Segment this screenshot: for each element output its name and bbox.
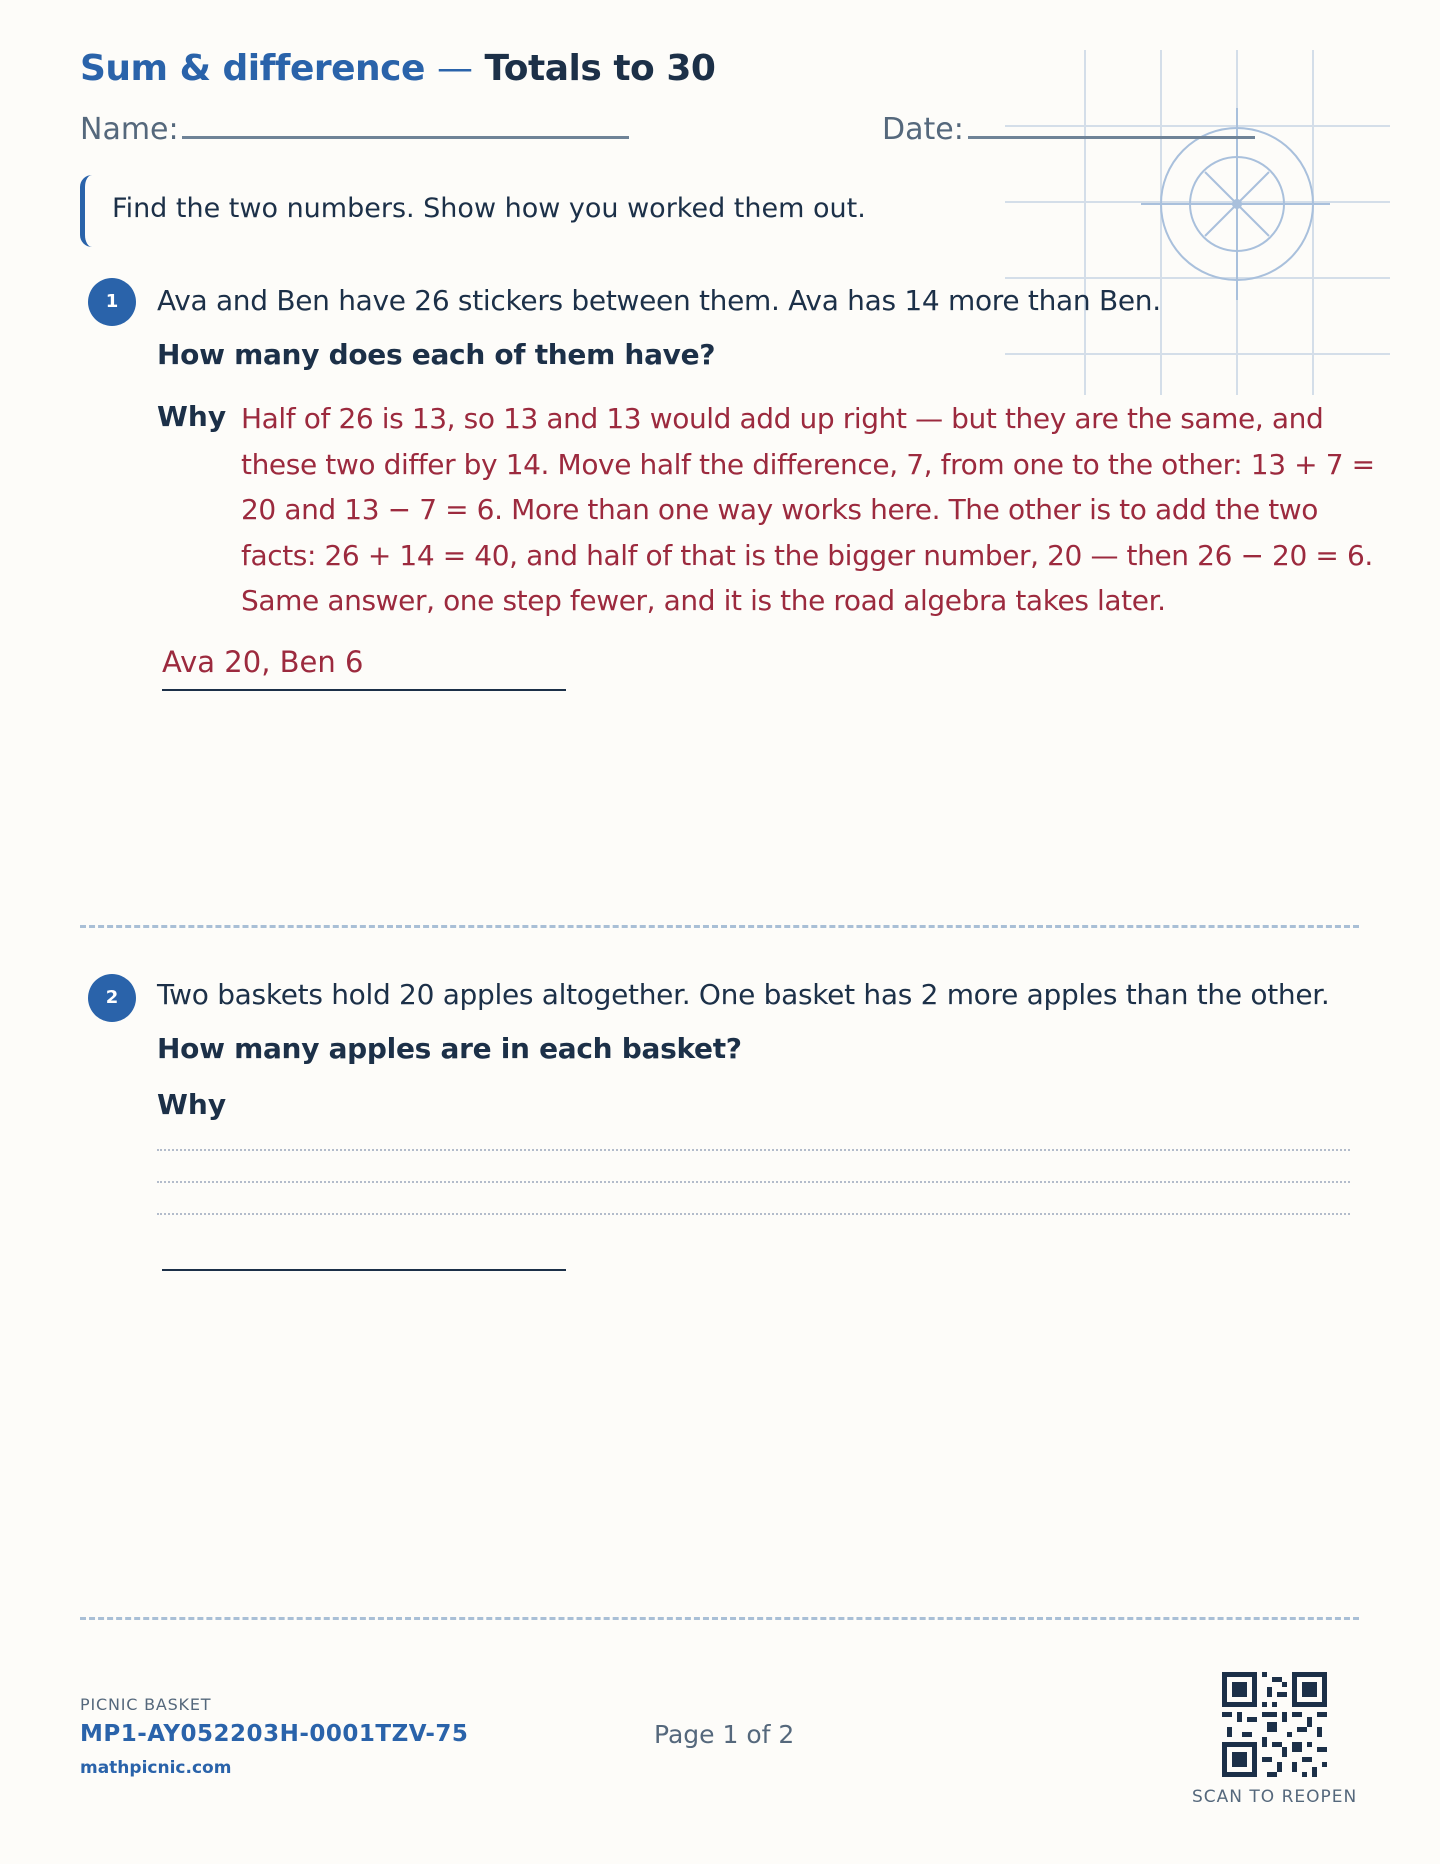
writing-line[interactable]: [157, 1213, 1350, 1215]
answer-line[interactable]: [162, 689, 566, 691]
why-label: Why: [157, 1088, 227, 1121]
why-line: these two differ by 14. Move half the difference, 7, from one to the other: 13 + 7 =: [241, 447, 1375, 481]
section-divider: [80, 1617, 1359, 1620]
name-label: Name:: [80, 112, 179, 147]
compass-grid-decoration: [1005, 50, 1390, 400]
section-divider: [80, 925, 1359, 928]
question-number-badge: 2: [88, 974, 136, 1022]
question-text: Ava and Ben have 26 stickers between them. Ava has 14 more than Ben.: [157, 284, 1161, 317]
footer-code: MP1-AY052203H-0001TZV-75: [80, 1721, 469, 1747]
title-topic: Sum & difference: [80, 48, 425, 89]
instruction-text: Find the two numbers. Show how you worked them out.: [112, 193, 866, 224]
date-field[interactable]: [968, 136, 1255, 139]
instruction-box: [80, 175, 880, 247]
writing-line[interactable]: [157, 1149, 1350, 1151]
page-indicator: Page 1 of 2: [654, 1720, 795, 1749]
question-number-badge: 1: [88, 278, 136, 326]
writing-line[interactable]: [157, 1181, 1350, 1183]
worksheet-title: [80, 48, 715, 89]
question-prompt: How many does each of them have?: [157, 338, 716, 371]
why-line: 20 and 13 − 7 = 6. More than one way works here. The other is to add the two: [241, 493, 1319, 526]
answer-line[interactable]: [162, 1269, 566, 1271]
question-prompt: How many apples are in each basket?: [157, 1032, 742, 1065]
why-explanation: [241, 396, 1375, 624]
why-label: Why: [157, 400, 227, 433]
why-line: facts: 26 + 14 = 40, and half of that is the bigger number, 20 — then 26 − 20 = 6.: [241, 538, 1373, 572]
question-text: Two baskets hold 20 apples altogether. One basket has 2 more apples than the other.: [157, 978, 1330, 1011]
instruction-bracket: [80, 175, 92, 247]
footer-site-link[interactable]: mathpicnic.com: [80, 1758, 232, 1778]
title-subtitle: Totals to 30: [484, 48, 716, 89]
answer-text: Ava 20, Ben 6: [162, 645, 364, 679]
date-label: Date:: [882, 112, 964, 147]
name-field[interactable]: [182, 136, 629, 139]
why-line: Same answer, one step fewer, and it is the road algebra takes later.: [241, 584, 1166, 617]
footer-brand: PICNIC BASKET: [80, 1695, 212, 1714]
qr-code-icon[interactable]: [1222, 1672, 1327, 1777]
title-separator: —: [436, 48, 473, 89]
scan-label: SCAN TO REOPEN: [1192, 1787, 1358, 1807]
why-line: Half of 26 is 13, so 13 and 13 would add up right — but they are the same, and: [241, 402, 1324, 435]
